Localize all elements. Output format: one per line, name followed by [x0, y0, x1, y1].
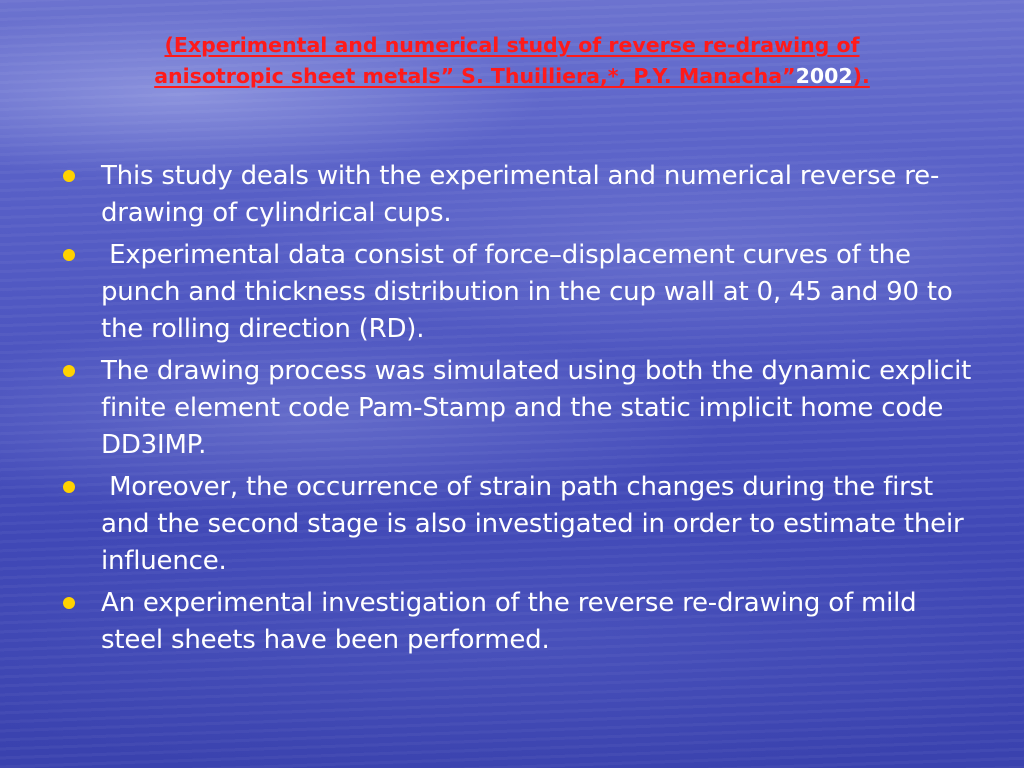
bullet-text: This study deals with the experimental and numerical reverse re-drawing of cylindrical cups.: [101, 161, 940, 228]
bullet-item: [60, 469, 972, 580]
bullet-text: Moreover, the occurrence of strain path changes during the first and the second stage is also investigated in order to estimate their influence.: [101, 472, 972, 576]
slide-title: [40, 30, 984, 92]
title-line-1: (Experimental and numerical study of reverse re-drawing of: [164, 33, 860, 57]
title-suffix: ).: [852, 64, 870, 88]
title-line-2: anisotropic sheet metals” S. Thuilliera,*, P.Y. Manacha”: [154, 64, 796, 88]
bullet-text: An experimental investigation of the reverse re-drawing of mild steel sheets have been performed.: [101, 588, 917, 655]
bullet-dot-icon: [63, 597, 75, 609]
bullet-text: The drawing process was simulated using both the dynamic explicit finite element code Pam-Stamp and the static implicit home code DD3IMP.: [101, 356, 972, 460]
bullet-text: Experimental data consist of force–displacement curves of the punch and thickness distribution in the cup wall at 0, 45 and 90 to the rolling direction (RD).: [101, 240, 961, 344]
bullet-dot-icon: [63, 365, 75, 377]
bullet-item: [60, 237, 972, 348]
bullet-item: [60, 353, 972, 464]
bullet-item: [60, 585, 972, 659]
bullet-dot-icon: [63, 481, 75, 493]
bullet-dot-icon: [63, 170, 75, 182]
title-year: 2002: [795, 64, 853, 88]
bullet-list: [60, 158, 972, 664]
bullet-item: [60, 158, 972, 232]
bullet-dot-icon: [63, 249, 75, 261]
